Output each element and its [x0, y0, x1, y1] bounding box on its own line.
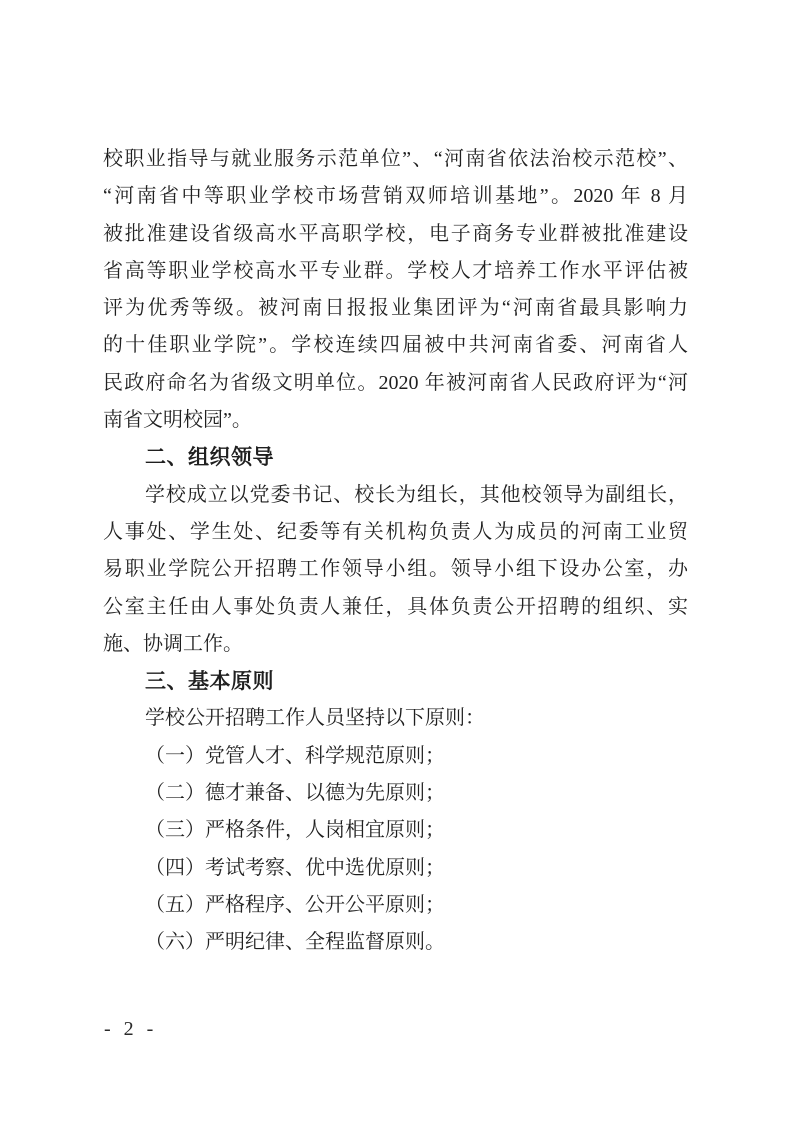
paragraph-line: 省高等职业学校高水平专业群。学校人才培养工作水平评估被: [103, 259, 688, 282]
paragraph-line: 南省文明校园”。: [103, 409, 252, 432]
paragraph-line: 评为优秀等级。被河南日报报业集团评为“河南省最具影响力: [103, 297, 688, 320]
paragraph-line: “河南省中等职业学校市场营销双师培训基地”。2020 年 8 月: [103, 185, 688, 208]
principle-item: （二）德才兼备、以德为先原则；: [145, 782, 445, 805]
paragraph-line: 易职业学院公开招聘工作领导小组。领导小组下设办公室，办: [103, 558, 688, 581]
principle-item: （六）严明纪律、全程监督原则。: [145, 931, 445, 954]
document-body: [103, 141, 688, 962]
paragraph-line: 的十佳职业学院”。学校连续四届被中共河南省委、河南省人: [103, 334, 688, 357]
paragraph-line: 人事处、学生处、纪委等有关机构负责人为成员的河南工业贸: [103, 520, 688, 543]
principles-intro-line: 学校公开招聘工作人员坚持以下原则：: [145, 707, 485, 730]
paragraph-line: 公室主任由人事处负责人兼任，具体负责公开招聘的组织、实: [103, 595, 688, 618]
paragraph-line: 校职业指导与就业服务示范单位”、“河南省依法治校示范校”、: [103, 148, 688, 170]
principle-item: （五）严格程序、公开公平原则；: [145, 893, 445, 916]
principle-item: （四）考试考察、优中选优原则；: [145, 856, 445, 879]
section-heading-principles: 三、基本原则: [145, 670, 274, 694]
section-heading-organization: 二、组织领导: [145, 446, 274, 470]
principle-item: （一）党管人才、科学规范原则；: [145, 744, 445, 767]
paragraph-line: 民政府命名为省级文明单位。2020 年被河南省人民政府评为“河: [103, 371, 688, 394]
principle-item: （三）严格条件，人岗相宜原则；: [145, 819, 445, 842]
paragraph-line: 施、协调工作。: [103, 632, 243, 655]
paragraph-line: 学校成立以党委书记、校长为组长，其他校领导为副组长，: [145, 483, 688, 506]
paragraph-line: 被批准建设省级高水平高职学校，电子商务专业群被批准建设: [103, 222, 688, 245]
page-number: - 2 -: [104, 1018, 158, 1040]
